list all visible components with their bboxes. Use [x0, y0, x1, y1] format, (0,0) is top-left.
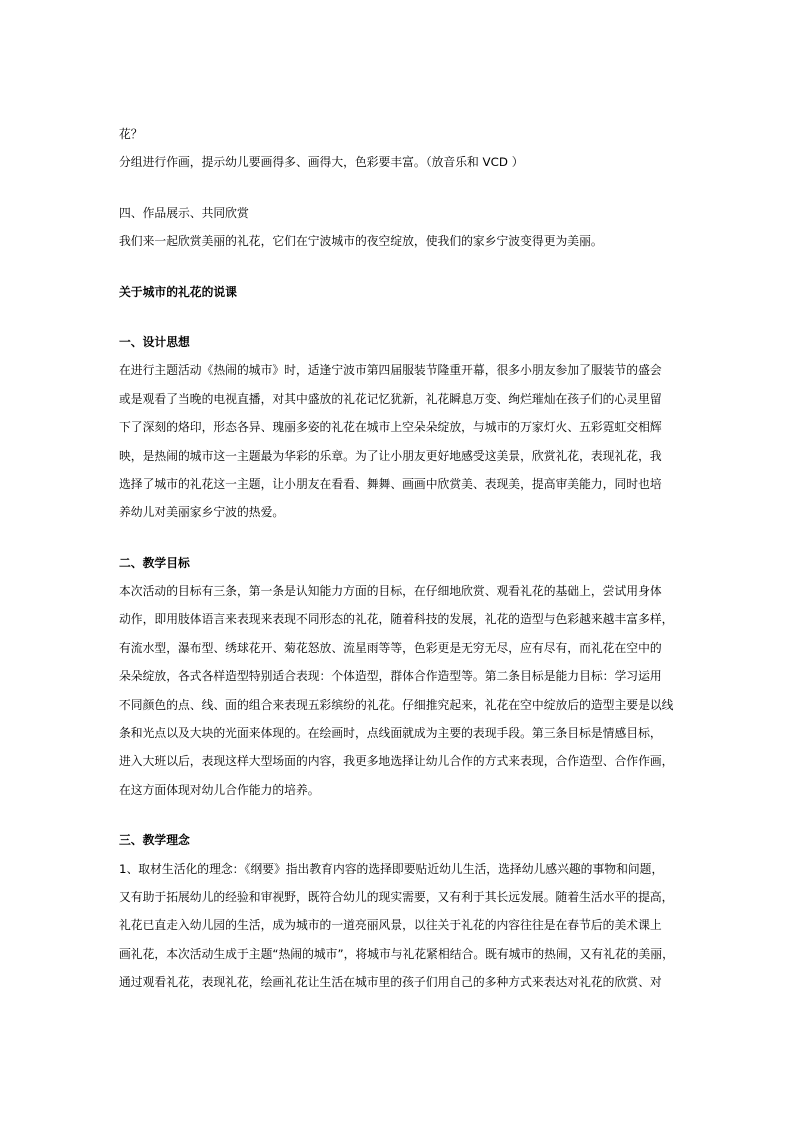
document-title: 关于城市的礼花的说课 [119, 284, 237, 299]
paragraph-line: 朵朵绽放，各式各样造型特别适合表现：个体造型，群体合作造型等。第二条目标是能力目标：学习运用 [119, 669, 662, 684]
paragraph-line: 我们来一起欣赏美丽的礼花，它们在宁波城市的夜空绽放，使我们的家乡宁波变得更为美丽。 [119, 234, 603, 249]
paragraph-line: 养幼儿对美丽家乡宁波的热爱。 [119, 505, 285, 520]
spacer [119, 256, 675, 278]
spacer [119, 804, 675, 826]
paragraph-line: 选择了城市的礼花这一主题，让小朋友在看看、舞舞、画画中欣赏美、表现美，提高审美能力，同时也培 [119, 476, 662, 491]
section-heading: 二、教学目标 [119, 555, 190, 570]
paragraph-line: 画礼花，本次活动生成于主题“热闹的城市”，将城市与礼花紧相结合。既有城市的热闹，又有礼花的美丽， [119, 946, 674, 961]
paragraph-line: 不同颜色的点、线、面的组合来表现五彩缤纷的礼花。仔细推究起来，礼花在空中绽放后的造型主要是以线 [119, 697, 674, 712]
paragraph-line: 在进行主题活动《热闹的城市》时，适逢宁波市第四届服装节隆重开幕，很多小朋友参加了服装节的盛会 [119, 363, 662, 378]
paragraph-line: 映，是热闹的城市这一主题最为华彩的乐章。为了让小朋友更好地感受这美景，欣赏礼花，表现礼花，我 [119, 448, 662, 463]
paragraph-line: 分组进行作画，提示幼儿要画得多、画得大，色彩要丰富。（放音乐和 VCD ） [119, 155, 524, 170]
paragraph-line: 通过观看礼花，表现礼花，绘画礼花让生活在城市里的孩子们用自己的多种方式来表达对礼花的欣赏、对 [119, 975, 662, 990]
spacer [119, 177, 675, 199]
paragraph-line: 又有助于拓展幼儿的经验和审视野，既符合幼儿的现实需要，又有利于其长远发展。随着生活水平的提高， [119, 889, 674, 904]
paragraph-line: 进入大班以后，表现这样大型场面的内容，我更多地选择让幼儿合作的方式来表现，合作造型、合作作画， [119, 754, 674, 769]
paragraph-line: 或是观看了当晚的电视直播，对其中盛放的礼花记忆犹新，礼花瞬息万变、绚烂璀灿在孩子们的心灵里留 [119, 391, 662, 406]
spacer [119, 527, 675, 549]
paragraph-line: 条和光点以及大块的光面来体现的。在绘画时，点线面就成为主要的表现手段。第三条目标是情感目标， [119, 726, 662, 741]
paragraph-line: 1、取材生活化的理念：《纲要》指出教育内容的选择即要贴近幼儿生活，选择幼儿感兴趣的事物和问题， [119, 861, 664, 876]
paragraph-line: 在这方面体现对幼儿合作能力的培养。 [119, 782, 320, 797]
paragraph-line: 礼花已直走入幼儿园的生活，成为城市的一道亮丽风景，以往关于礼花的内容往往是在春节后的美术课上 [119, 918, 662, 933]
paragraph-line: 有流水型，瀑布型、绣球花开、菊花怒放、流星雨等等，色彩更是无穷无尽，应有尽有，而礼花在空中的 [119, 640, 662, 655]
section-heading: 一、设计思想 [119, 334, 190, 349]
section-heading: 三、教学理念 [119, 833, 190, 848]
document-page [119, 120, 675, 997]
paragraph-line: 动作，即用肢体语言来表现来表现不同形态的礼花，随着科技的发展，礼花的造型与色彩越来越丰富多样， [119, 612, 674, 627]
spacer [119, 306, 675, 328]
paragraph-line: 花？ [119, 127, 143, 141]
section-heading: 四、作品展示、共同欣赏 [119, 205, 249, 220]
paragraph-line: 本次活动的目标有三条，第一条是认知能力方面的目标，在仔细地欣赏、观看礼花的基础上，尝试用身体 [119, 584, 662, 599]
paragraph-line: 下了深刻的烙印，形态各异、瑰丽多姿的礼花在城市上空朵朵绽放，与城市的万家灯火、五彩霓虹交相辉 [119, 420, 662, 435]
